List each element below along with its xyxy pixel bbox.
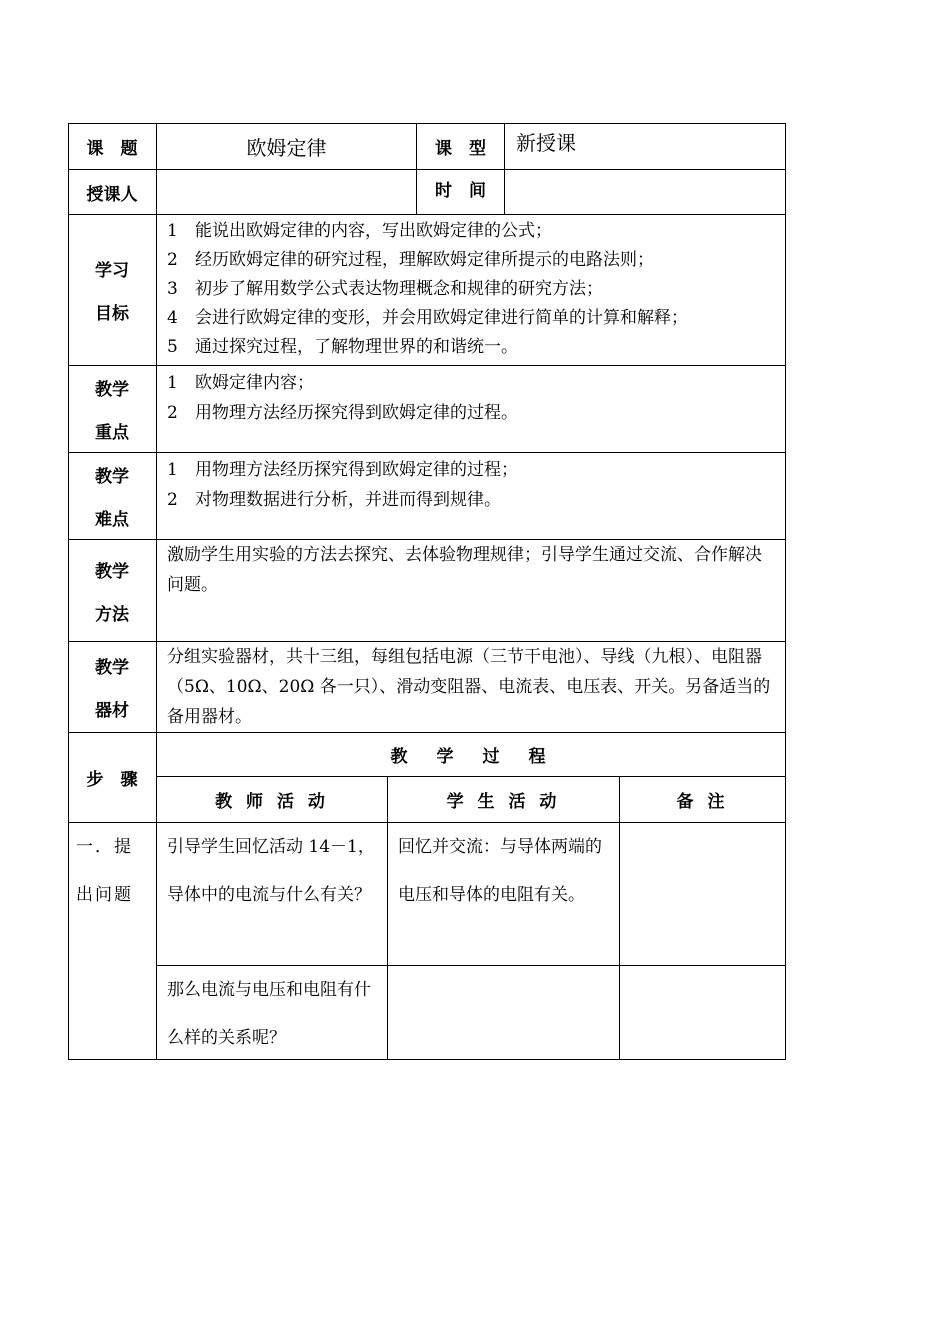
difficulties-content — [157, 453, 786, 540]
teacher-activity: 那么电流与电压和电阻有什么样的关系呢？ — [167, 980, 371, 1048]
type-label: 课 型 — [417, 123, 505, 170]
teacher-activity-cell — [157, 966, 388, 1060]
teacher-value-cell — [157, 170, 417, 215]
topic-value: 欧姆定律 — [246, 135, 327, 160]
teacher-activity-cell — [157, 823, 388, 966]
teacher-label: 授课人 — [68, 170, 157, 215]
materials-text: 分组实验器材，共十三组，每组包括电源（三节干电池）、导线（九根）、电阻器（5Ω、10Ω、20Ω 各一只）、滑动变阻器、电流表、电压表、开关。另备适当的备用器材。 — [167, 647, 771, 727]
topic-value-cell — [157, 123, 417, 170]
goal-item: 5 通过探究过程，了解物理世界的和谐统一。 — [167, 337, 518, 357]
key-point-item: 2 用物理方法经历探究得到欧姆定律的过程。 — [167, 403, 518, 423]
teacher-activity: 引导学生回忆活动 14－1，导体中的电流与什么有关？ — [167, 837, 375, 905]
notes-cell — [620, 823, 786, 966]
notes-cell — [620, 966, 786, 1060]
goal-item: 1 能说出欧姆定律的内容，写出欧姆定律的公式； — [167, 221, 552, 241]
time-label: 时 间 — [417, 170, 505, 215]
goals-content — [157, 215, 786, 366]
student-activity: 回忆并交流：与导体两端的电压和导体的电阻有关。 — [398, 837, 602, 905]
goal-item: 3 初步了解用数学公式表达物理概念和规律的研究方法； — [167, 279, 603, 299]
methods-content — [157, 540, 786, 642]
step-cell — [68, 823, 157, 1060]
key-points-content — [157, 366, 786, 453]
methods-text: 激励学生用实验的方法去探究、去体验物理规律；引导学生通过交流、合作解决问题。 — [167, 545, 762, 595]
materials-content — [157, 642, 786, 733]
student-activity-cell — [388, 823, 620, 966]
key-point-item: 1 欧姆定律内容； — [167, 373, 314, 393]
difficulty-item: 2 对物理数据进行分析，并进而得到规律。 — [167, 490, 501, 510]
process-title: 教 学 过 程 — [157, 733, 786, 777]
materials-label: 教学 器材 — [68, 642, 157, 733]
lesson-plan-table — [68, 123, 786, 1060]
difficulty-item: 1 用物理方法经历探究得到欧姆定律的过程； — [167, 460, 518, 480]
type-value-cell — [505, 123, 786, 170]
difficulties-label: 教学 难点 — [68, 453, 157, 540]
col-teacher-header: 教 师 活 动 — [157, 777, 388, 823]
key-points-label: 教学 重点 — [68, 366, 157, 453]
type-value: 新授课 — [516, 131, 576, 155]
goal-item: 4 会进行欧姆定律的变形，并会用欧姆定律进行简单的计算和解释； — [167, 308, 688, 328]
step-name: 一．提出问题 — [76, 837, 133, 905]
methods-label: 教学 方法 — [68, 540, 157, 642]
goals-label: 学习 目标 — [68, 215, 157, 366]
student-activity-cell — [388, 966, 620, 1060]
steps-label: 步 骤 — [68, 733, 157, 823]
topic-label: 课 题 — [68, 123, 157, 170]
time-value-cell — [505, 170, 786, 215]
goal-item: 2 经历欧姆定律的研究过程，理解欧姆定律所提示的电路法则； — [167, 250, 654, 270]
col-student-header: 学 生 活 动 — [388, 777, 620, 823]
col-notes-header: 备 注 — [620, 777, 786, 823]
